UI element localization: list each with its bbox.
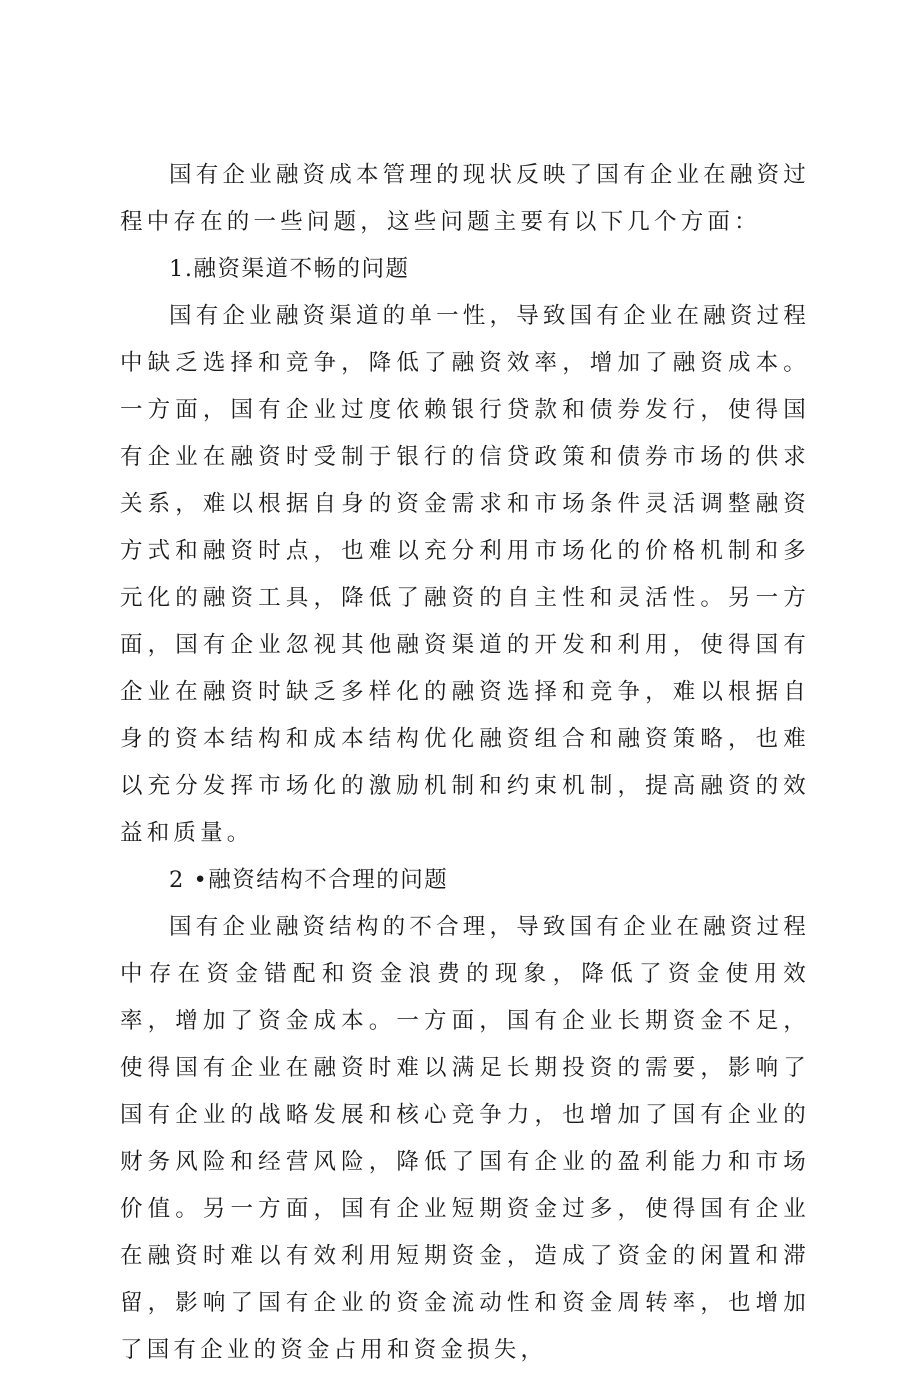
document-body [120,152,810,1374]
section-heading-financing-channels: 1.融资渠道不畅的问题 [169,256,410,282]
section-body-financing-structure: 国有企业融资结构的不合理，导致国有企业在融资过程中存在资金错配和资金浪费的现象，降低了资金使用效率，增加了资金成本。一方面，国有企业长期资金不足，使得国有企业在融资时难以满足长期投资的需要，影响了国有企业的战略发展和核心竞争力，也增加了国有企业的财务风险和经营风险，降低了国有企业的盈利能力和市场价值。另一方面，国有企业短期资金过多，使得国有企业在融资时难以有效利用短期资金，造成了资金的闲置和滞留，影响了国有企业的资金流动性和资金周转率，也增加了国有企业的资金占用和资金损失， [120,914,810,1363]
section-heading-financing-structure: 2 •融资结构不合理的问题 [169,867,449,893]
intro-paragraph: 国有企业融资成本管理的现状反映了国有企业在融资过程中存在的一些问题，这些问题主要有以下几个方面： [120,162,810,235]
section-body-financing-channels: 国有企业融资渠道的单一性，导致国有企业在融资过程中缺乏选择和竞争，降低了融资效率，增加了融资成本。一方面，国有企业过度依赖银行贷款和债券发行，使得国有企业在融资时受制于银行的信贷政策和债券市场的供求关系，难以根据自身的资金需求和市场条件灵活调整融资方式和融资时点，也难以充分利用市场化的价格机制和多元化的融资工具，降低了融资的自主性和灵活性。另一方面，国有企业忽视其他融资渠道的开发和利用，使得国有企业在融资时缺乏多样化的融资选择和竞争，难以根据自身的资本结构和成本结构优化融资组合和融资策略，也难以充分发挥市场化的激励机制和约束机制，提高融资的效益和质量。 [120,303,810,846]
